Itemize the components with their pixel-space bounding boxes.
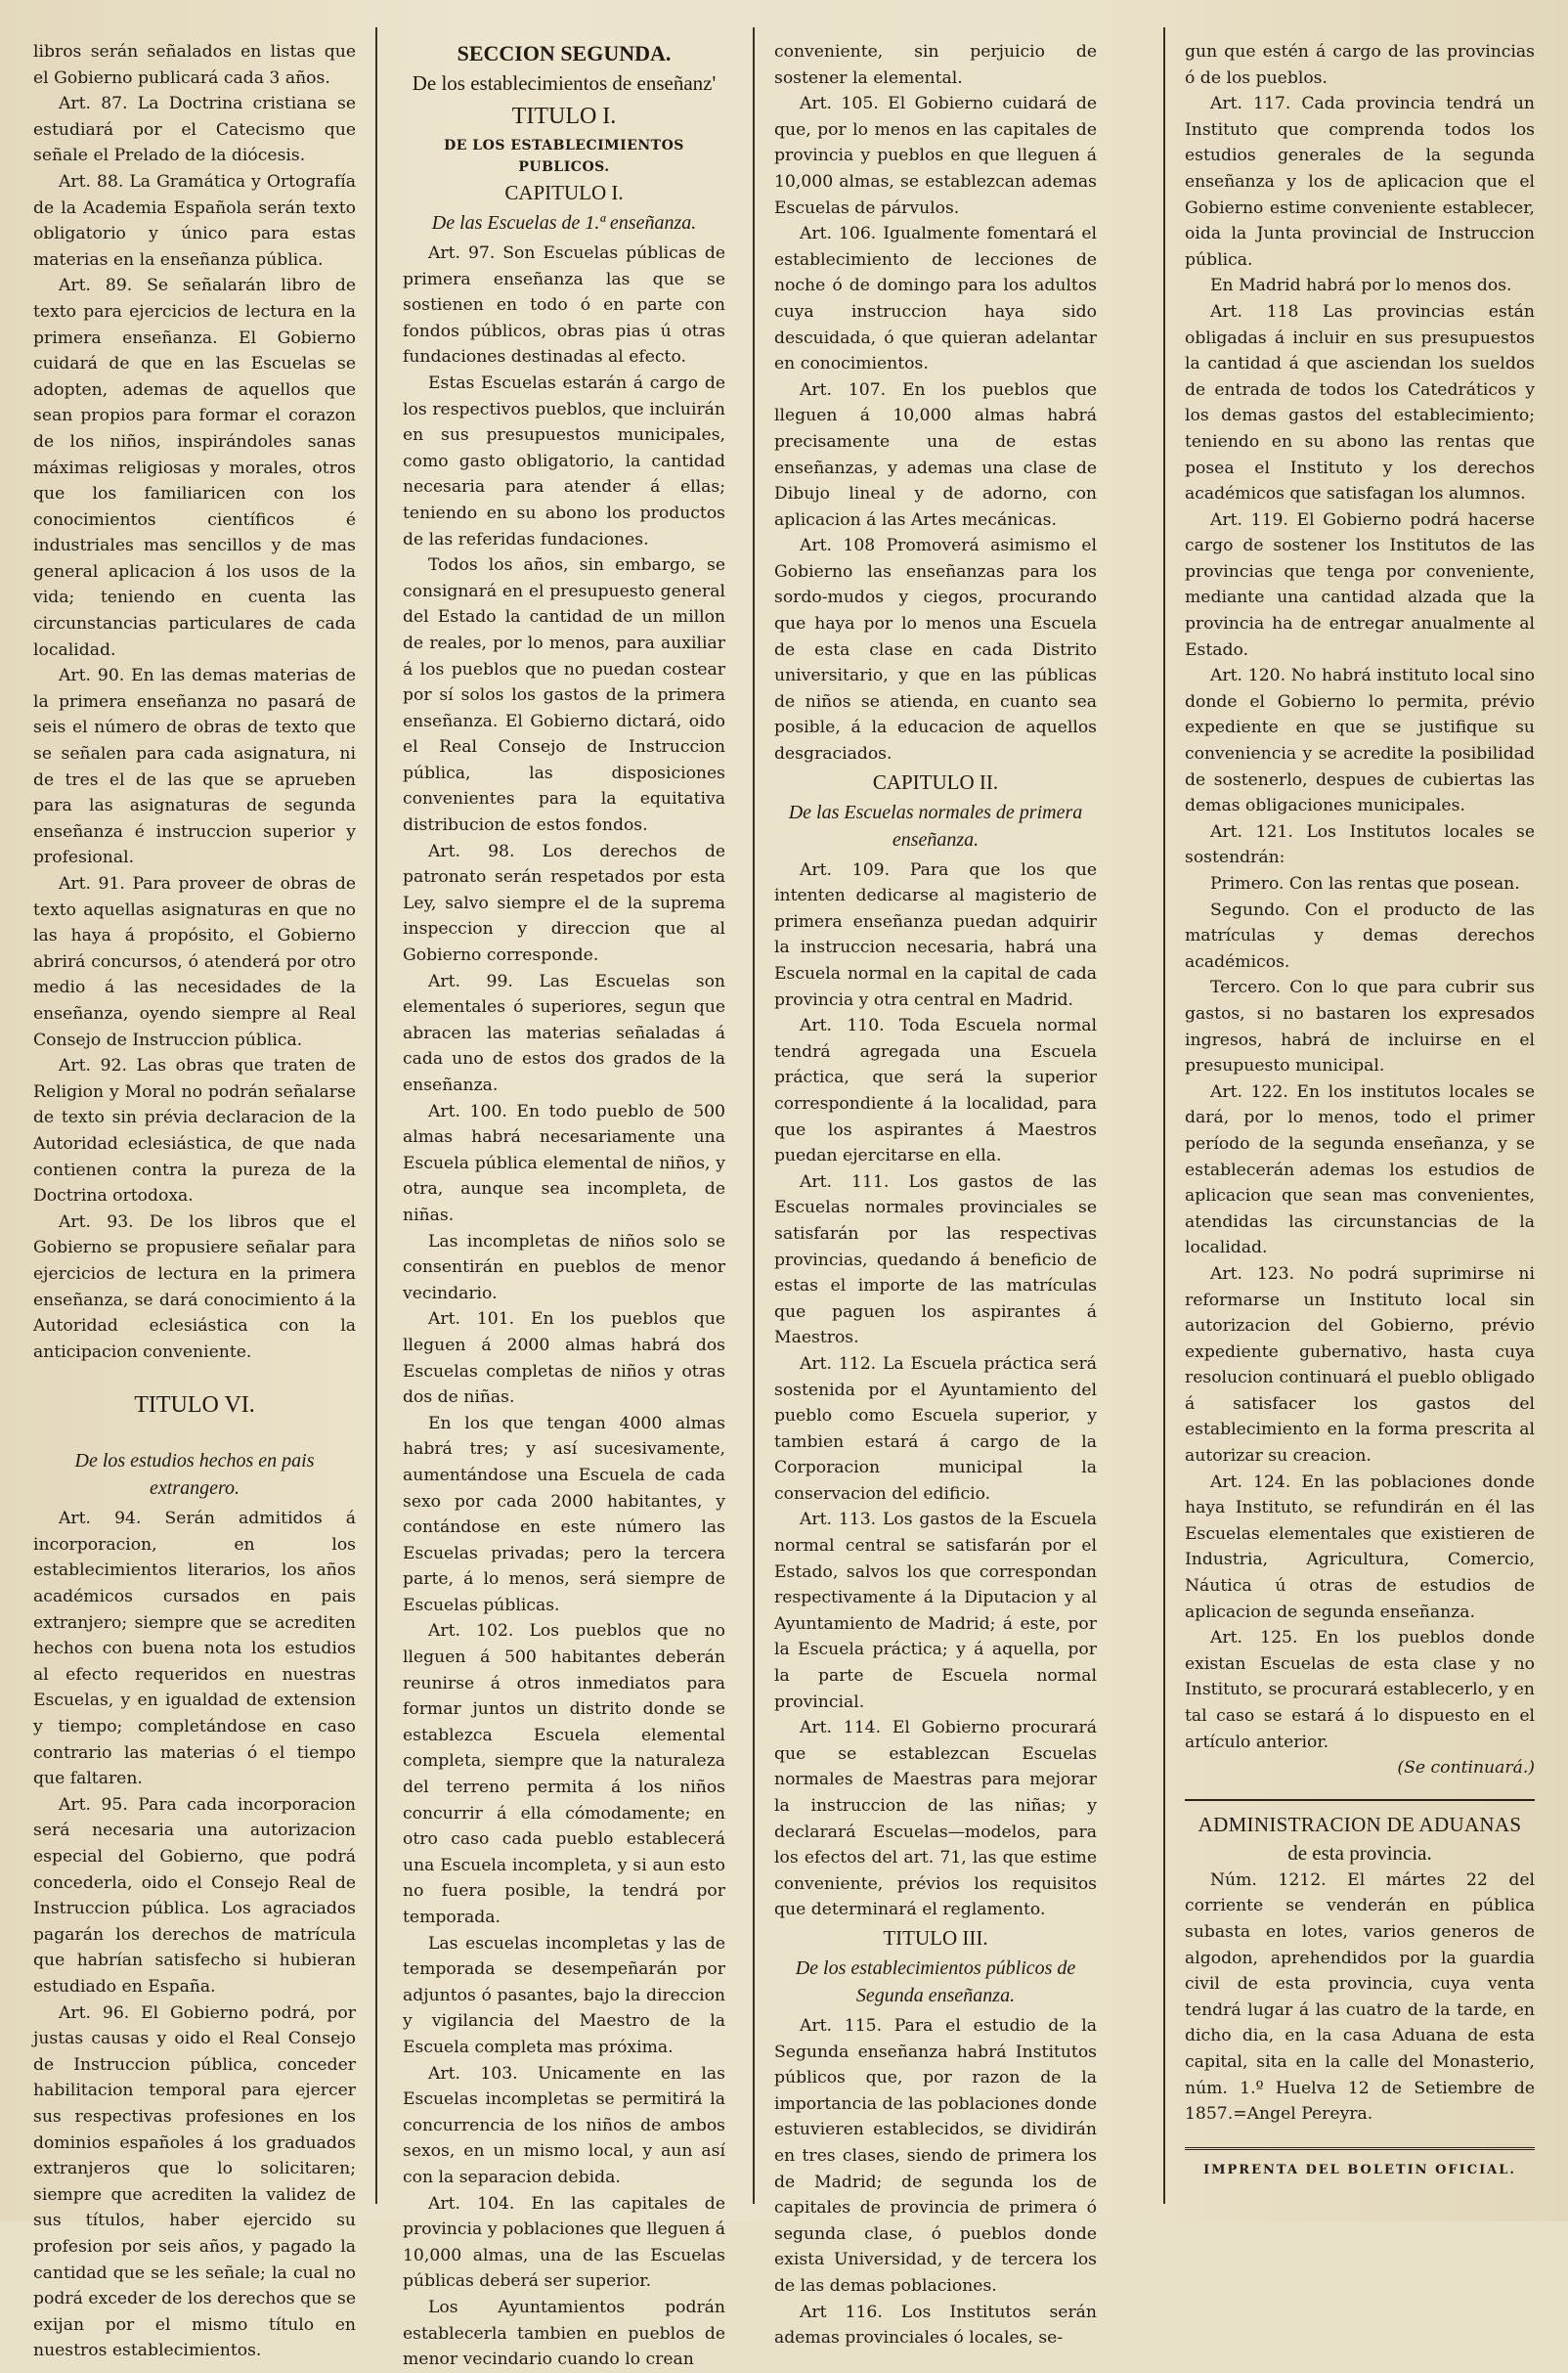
article-102: Art. 102. Los pueblos que no lleguen á 500 habitantes deberán reunirse á otros inmediatos para formar juntos un distrito donde se establezca Escuela elemental completa, siempre que la naturaleza del terreno permita á los niños concurrir á ella cómodamente; en otro caso cada pueblo establecerá una Escuela incompleta, y si aun esto no fuera posible, la tendrá por temporada.	[403, 1621, 725, 1927]
article-101: Art. 101. En los pueblos que lleguen á 2000 almas habrá dos Escuelas completas de niños y otras dos de niñas.	[403, 1309, 725, 1408]
article-91: Art. 91. Para proveer de obras de texto aquellas asignaturas en que no las haya á propósito, el Gobierno abrirá concursos, ó atenderá por otro medio á las necesidades de la enseñanza, oyendo siempre al Real Consejo de Instruccion pública.	[33, 874, 356, 1050]
spacer	[33, 1424, 356, 1445]
column-rule	[1163, 27, 1165, 2204]
article-122: Art. 122. En los institutos locales se dará, por lo menos, todo el primer período de la segunda enseñanza, y se establecerán ademas los estudios de aplicacion que sean mas convenientes, atendidas las circunstancias de la localidad.	[1185, 1081, 1535, 1258]
section-heading: SECCION SEGUNDA.	[457, 41, 672, 66]
article-98: Art. 98. Los derechos de patronato serán respetados por esta Ley, salvo siempre el de la suprema inspeccion y direccion que al Gobierno corresponde.	[403, 841, 725, 966]
chapter-subheading: De las Escuelas de 1.ª enseñanza.	[431, 212, 697, 234]
article-92: Art. 92. Las obras que traten de Religion y Moral no podrán señalarse de texto sin prévia declaracion de la Autoridad eclesiástica, de que nada contienen contra la pureza de la Doctrina ortodoxa.	[33, 1056, 356, 1207]
article-94: Art. 94. Serán admitidos á incorporacion, en los establecimientos literarios, los años académicos cursados en pais extranjero; siempre que se acrediten hechos con buena nota los estudios al efecto requeridos en nuestras Escuelas, y en igualdad de extension y tiempo; completándose en caso contrario las materias ó el tiempo que faltaren.	[33, 1509, 356, 1789]
column-4	[1185, 39, 1535, 2202]
paragraph: Segundo. Con el producto de las matrículas y demas derechos académicos.	[1185, 900, 1535, 972]
article-106: Art. 106. Igualmente fomentará el establecimiento de lecciones de noche ó de domingo para los adultos cuya instruccion haya sido descuidada, ó que quieran adelantar en conocimientos.	[774, 224, 1097, 374]
title-heading: TITULO I.	[511, 104, 617, 129]
notice-heading: ADMINISTRACION DE ADUANAS	[1198, 1812, 1522, 1836]
article-123: Art. 123. No podrá suprimirse ni reformarse un Instituto local sin autorizacion del Gobierno, prévio expediente gubernativo, hasta cuya resolucion continuará el pueblo obligado á satisfacer los gastos del establecimiento en la forma prescrita al autorizar su creacion.	[1185, 1263, 1535, 1467]
section-subheading: De los establecimientos de enseñanz'	[412, 71, 717, 95]
article-114: Art. 114. El Gobierno procurará que se establezcan Escuelas normales de Maestras para mejorar la instruccion de las niñas; y declarará Escuelas—modelos, para los efectos del art. 71, las que estime conveniente, prévios los requisitos que determinará el reglamento.	[774, 1718, 1097, 1920]
paragraph: conveniente, sin perjuicio de sostener la elemental.	[774, 42, 1097, 88]
title-subheading: De los establecimientos públicos de Segunda enseñanza.	[795, 1956, 1076, 2006]
paragraph: Tercero. Con lo que para cubrir sus gastos, si no bastaren los expresados ingresos, habrá de incluirse en el presupuesto municipal.	[1185, 978, 1535, 1077]
article-99: Art. 99. Las Escuelas son elementales ó superiores, segun que abracen las materias señaladas á cada uno de estos dos grados de la enseñanza.	[403, 971, 725, 1095]
notice-1212: Núm. 1212. El mártes 22 del corriente se venderán en pública subasta en lotes, varios generos de algodon, aprehendidos por la guardia civil de esta provincia, cuya venta tendrá lugar á las cuatro de la tarde, en dicho dia, en la casa Aduana de esta capital, sita en la calle del Monasterio, núm. 1.º Huelva 12 de Setiembre de 1857.=Angel Pereyra.	[1185, 1869, 1535, 2125]
paragraph: Estas Escuelas estarán á cargo de los respectivos pueblos, que incluirán en sus presupuestos municipales, como gasto obligatorio, la cantidad necesaria para atender á ellas; teniendo en su abono los productos de las referidas fundaciones.	[403, 373, 725, 549]
article-108: Art. 108 Promoverá asimismo el Gobierno las enseñanzas para los sordo-mudos y ciegos, procurando que haya por lo menos una Escuela de esta clase en cada Distrito universitario, y que en las públicas de niños se atienda, en cuanto sea posible, á la educacion de aquellos desgraciados.	[774, 536, 1097, 765]
article-90: Art. 90. En las demas materias de la primera enseñanza no pasará de seis el número de obras de texto que se señalen para cada asignatura, ni de tres el de las que se aprueben para las asignaturas de segunda enseñanza é instruccion superior y profesional.	[33, 666, 356, 868]
article-124: Art. 124. En las poblaciones donde haya Instituto, se refundirán en él las Escuelas elementales que existieren de Industria, Agricultura, Comercio, Náutica ú otras de estudios de aplicacion de segunda enseñanza.	[1185, 1472, 1535, 1622]
article-95: Art. 95. Para cada incorporacion será necesaria una autorizacion especial del Gobierno, que podrá concederla, oido el Consejo Real de Instruccion pública. Los agraciados pagarán los derechos de matrícula que habrían satisfecho si hubieran estudiado en España.	[33, 1794, 356, 1997]
paragraph: Todos los años, sin embargo, se consignará en el presupuesto general del Estado la cantidad de un millon de reales, por lo menos, para auxiliar á los pueblos que no puedan costear por sí solos los gastos de la primera enseñanza. El Gobierno dictará, oido el Real Consejo de Instruccion pública, las disposiciones convenientes para la equitativa distribucion de estos fondos.	[403, 555, 725, 836]
article-104: Art. 104. En las capitales de provincia y poblaciones que lleguen á 10,000 almas, una de las Escuelas públicas deberá ser superior.	[403, 2193, 725, 2292]
small-caps-heading: DE LOS ESTABLECIMIENTOS PUBLICOS.	[444, 138, 684, 175]
column-rule	[375, 27, 377, 2204]
column-3	[774, 39, 1097, 2349]
divider	[1185, 2147, 1535, 2150]
article-112: Art. 112. La Escuela práctica será sostenida por el Ayuntamiento del pueblo como Escuela superior, y tambien estará á cargo de la Corporacion municipal la conservacion del edificio.	[774, 1353, 1097, 1504]
article-111: Art. 111. Los gastos de las Escuelas normales provinciales se satisfarán por las respectivas provincias, quedando á beneficio de estas el importe de las matrículas que paguen los aspirantes á Maestros.	[774, 1171, 1097, 1348]
article-88: Art. 88. La Gramática y Ortografía de la Academia Española serán texto obligatorio y único para estas materias en la enseñanza pública.	[33, 171, 356, 270]
article-120: Art. 120. No habrá instituto local sino donde el Gobierno lo permita, prévio expediente en que se justifique su conveniencia y se acredite la posibilidad de sostenerlo, despues de cubiertas las demas obligaciones municipales.	[1185, 666, 1535, 816]
notice-subheading: de esta provincia.	[1287, 1840, 1432, 1865]
printer-imprint: IMPRENTA DEL BOLETIN OFICIAL.	[1203, 2162, 1516, 2177]
continuation-note: (Se continuará.)	[1397, 1758, 1535, 1779]
paragraph: Las incompletas de niños solo se consentirán en pueblos de menor vecindario.	[403, 1231, 725, 1303]
article-109: Art. 109. Para que los que intenten dedicarse al magisterio de primera enseñanza puedan adquirir la instruccion necesaria, habrá una Escuela normal en la capital de cada provincia y otra central en Madrid.	[774, 859, 1097, 1010]
paragraph: libros serán señalados en listas que el Gobierno publicará cada 3 años.	[33, 42, 356, 88]
title-heading: TITULO VI.	[134, 1392, 255, 1419]
paragraph: gun que estén á cargo de las provincias ó de los pueblos.	[1185, 42, 1535, 88]
article-93: Art. 93. De los libros que el Gobierno se propusiere señalar para ejercicios de lectura en la primera enseñanza, se dará conocimiento á la Autoridad eclesiástica con la anticipacion conveniente.	[33, 1211, 356, 1362]
article-118: Art. 118 Las provincias están obligadas á incluir en sus presupuestos la cantidad á que asciendan los sueldos de entrada de todos los Catedráticos y los demas gastos del establecimiento; teniendo en su abono las rentas que posea el Instituto y los derechos académicos que satisfagan los alumnos.	[1185, 301, 1535, 505]
article-105: Art. 105. El Gobierno cuidará de que, por lo menos en las capitales de provincia y pueblos en que lleguen á 10,000 almas, se establezcan ademas Escuelas de párvulos.	[774, 94, 1097, 218]
column-2	[403, 39, 725, 2370]
paragraph: Los Ayuntamientos podrán establecerla tambien en pueblos de menor vecindario cuando lo crean	[403, 2297, 725, 2370]
article-89: Art. 89. Se señalarán libro de texto para ejercicios de lectura en la primera enseñanza. El Gobierno cuidará de que en las Escuelas se adopten, ademas de aquellos que sean propios para formar el corazon de los niños, inspirándoles sanas máximas religiosas y morales, otros que los familiaricen con los conocimientos científicos é industriales mas sencillos y de mas general aplicacion á los usos de la vida; teniendo en cuenta las circunstancias particulares de cada localidad.	[33, 276, 356, 660]
chapter-heading: CAPITULO I.	[504, 181, 624, 204]
paragraph: En Madrid habrá por lo menos dos.	[1210, 276, 1512, 296]
article-103: Art. 103. Unicamente en las Escuelas incompletas se permitirá la concurrencia de los niños de ambos sexos, en un mismo local, y aun así con la separacion debida.	[403, 2063, 725, 2187]
column-1	[33, 39, 356, 2361]
article-97: Art. 97. Son Escuelas públicas de primera enseñanza las que se sostienen en todo ó en parte con fondos públicos, obras pias ú otras fundaciones destinadas al efecto.	[403, 243, 725, 368]
article-116: Art 116. Los Institutos serán ademas provinciales ó locales, se-	[774, 2302, 1097, 2349]
paragraph: Las escuelas incompletas y las de temporada se desempeñarán por adjuntos ó pasantes, bajo la direccion y vigilancia del Maestro de la Escuela completa mas próxima.	[403, 1933, 725, 2057]
column-rule	[753, 27, 755, 2204]
article-121: Art. 121. Los Institutos locales se sostendrán:	[1185, 821, 1535, 868]
paragraph: Primero. Con las rentas que posean.	[1210, 874, 1520, 894]
title-heading: TITULO III.	[883, 1925, 988, 1950]
paragraph: En los que tengan 4000 almas habrá tres; y así sucesivamente, aumentándose una Escuela de cada sexo por cada 2000 habitantes, y contándose en este número las Escuelas privadas; pero la tercera parte, á lo menos, será siempre de Escuelas públicas.	[403, 1413, 725, 1615]
article-113: Art. 113. Los gastos de la Escuela normal central se satisfarán por el Estado, salvos los que correspondan respectivamente á la Diputacion y al Ayuntamiento de Madrid; á este, por la Escuela práctica; y á aquella, por la parte de Escuela normal provincial.	[774, 1510, 1097, 1712]
article-110: Art. 110. Toda Escuela normal tendrá agregada una Escuela práctica, que será la superior correspondiente á la localidad, para que los aspirantes á Maestros puedan ejercitarse en ella.	[774, 1016, 1097, 1166]
article-100: Art. 100. En todo pueblo de 500 almas habrá necesariamente una Escuela pública elemental de niños, y otra, aunque sea incompleta, de niñas.	[403, 1101, 725, 1225]
article-96: Art. 96. El Gobierno podrá, por justas causas y oido el Real Consejo de Instruccion pública, conceder habilitacion temporal para ejercer sus respectivas profesiones en los dominios españoles á los graduados extranjeros que lo solicitaren; siempre que acrediten la validez de sus títulos, haber ejercido su profesion por seis años, y pagado la cantidad que se les señale; la cual no podrá exceder de los derechos que se exijan por el mismo título en nuestros establecimientos.	[33, 2002, 356, 2361]
section-subheading: De los estudios hechos en pais extrangero.	[74, 1450, 315, 1500]
spacer	[33, 1365, 356, 1386]
article-115: Art. 115. Para el estudio de la Segunda enseñanza habrá Institutos públicos que, por razon de la importancia de las poblaciones donde estuvieren establecidos, se dividirán en tres clases, siendo de primera los de Madrid; de segunda los de capitales de provincia de primera ó segunda clase, ó pueblos donde exista Universidad, y de tercera los de las demas poblaciones.	[774, 2015, 1097, 2296]
divider	[1185, 1799, 1535, 1801]
article-117: Art. 117. Cada provincia tendrá un Instituto que comprenda todos los estudios generales de la segunda enseñanza y los de aplicacion que el Gobierno estime conveniente establecer, oida la Junta provincial de Instruccion pública.	[1185, 94, 1535, 270]
article-119: Art. 119. El Gobierno podrá hacerse cargo de sostener los Institutos de las provincias que tenga por conveniente, mediante una cantidad alzada que la provincia ha de entregar anualmente al Estado.	[1185, 509, 1535, 660]
chapter-subheading: De las Escuelas normales de primera enseñanza.	[788, 801, 1083, 851]
article-107: Art. 107. En los pueblos que lleguen á 10,000 almas habrá precisamente una de estas enseñanzas, y ademas una clase de Dibujo lineal y de adorno, con aplicacion á las Artes mecánicas.	[774, 379, 1097, 530]
article-125: Art. 125. En los pueblos donde existan Escuelas de esta clase y no Instituto, se procurará establecerlo, y en tal caso se estará á lo dispuesto en el artículo anterior.	[1185, 1628, 1535, 1752]
article-87: Art. 87. La Doctrina cristiana se estudiará por el Catecismo que señale el Prelado de la diócesis.	[33, 94, 356, 166]
chapter-heading: CAPITULO II.	[872, 769, 999, 794]
